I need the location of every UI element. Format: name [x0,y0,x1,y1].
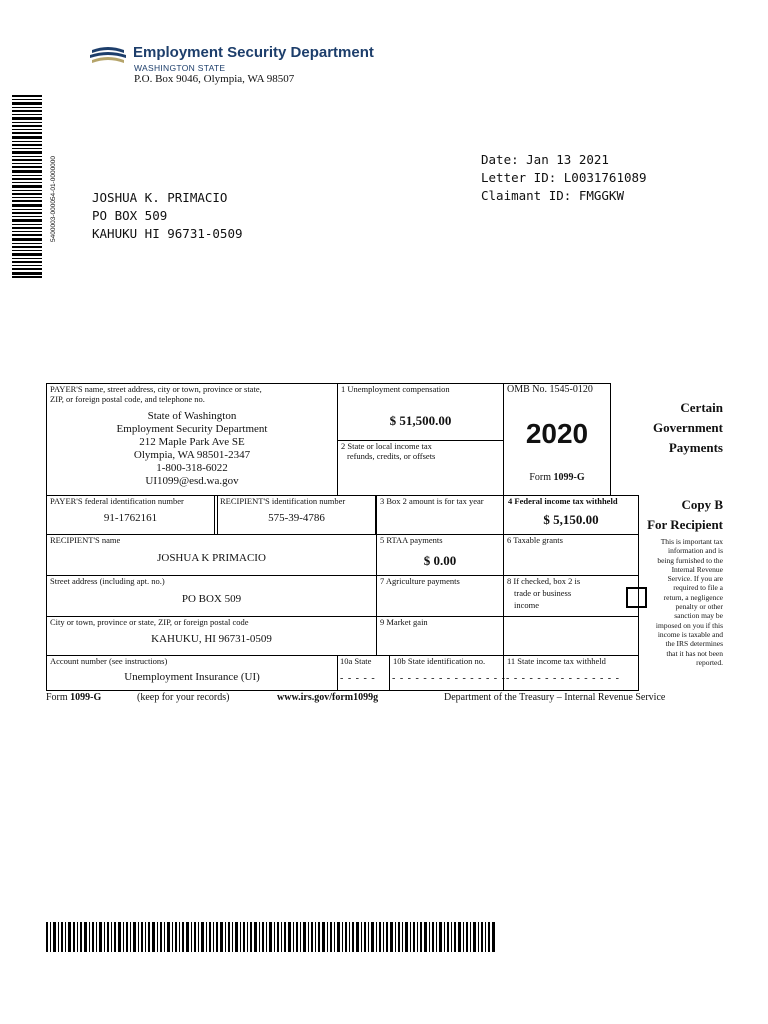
payer-lines [46,410,338,488]
mailing-address [92,189,243,243]
note-line: This is important tax [660,537,723,546]
payer-label-2: ZIP, or foreign postal code, and telephone no. [50,394,205,404]
footer-form-name: 1099-G [70,692,102,703]
note-line: imposed on you if this [655,620,723,630]
box10b-label: 10b State identification no. [393,656,486,666]
recipient-id-label: RECIPIENT'S identification number [220,496,346,506]
org-sub: WASHINGTON STATE [134,63,226,73]
footer-url[interactable]: www.irs.gov/form1099g [277,692,379,703]
note-line: required to file a [673,583,723,593]
irs-notice [640,537,723,667]
box8-label-1: 8 If checked, box 2 is [507,576,581,586]
side-code: 5400003-000054-01-0000000 [50,155,57,242]
mailing-name: JOSHUA K. PRIMACIO [92,190,228,205]
title-line: Certain [680,400,723,415]
account-label: Account number (see instructions) [50,656,168,666]
box1-value: $ 51,500.00 [389,413,452,428]
copy-b-line2: For Recipient [647,517,723,532]
box2-label-2: refunds, credits, or offsets [347,451,436,461]
omb-number: OMB No. 1545-0120 [507,384,593,395]
box10b-dashes: - - - - - - - - - - - - - - - [392,673,506,684]
payer-label-1: PAYER'S name, street address, city or town, province or state, [50,384,262,394]
box4-value: $ 5,150.00 [543,512,599,527]
side-barcode-icon [12,95,44,278]
box7-label: 7 Agriculture payments [380,576,460,586]
note-line: Service. If you are [667,574,723,584]
payer-fed-id: 91-1762161 [103,512,158,524]
footer-keep: (keep for your records) [137,692,230,703]
mailing-line2: KAHUKU HI 96731-0509 [92,226,243,241]
payer-fed-id-label: PAYER'S federal identification number [50,496,184,506]
payer-line: 1-800-318-6022 [156,462,228,474]
note-line: that it has not been [666,648,723,658]
letter-date: Date: Jan 13 2021 [481,152,609,167]
mailing-line1: PO BOX 509 [92,208,168,223]
account-value: Unemployment Insurance (UI) [124,671,260,683]
form-prefix: Form [529,472,552,483]
footer-dept: Department of the Treasury – Internal Revenue Service [444,692,666,703]
payer-line: Employment Security Department [116,423,268,435]
copy-b-line1: Copy B [681,497,723,512]
payer-line: State of Washington [147,410,237,422]
blank-box [503,616,639,656]
recipient-name-label: RECIPIENT'S name [50,535,121,545]
claimant-id: Claimant ID: FMGGKW [481,188,624,203]
note-line: income is taxable and [657,629,723,639]
box5-label: 5 RTAA payments [380,535,443,545]
city-label: City or town, province or state, ZIP, or foreign postal code [50,617,249,627]
box9-label: 9 Market gain [380,617,428,627]
recipient-name: JOSHUA K PRIMACIO [157,552,266,564]
tax-year: 2020 [525,418,589,449]
box2-label-1: 2 State or local income tax [341,441,432,451]
recipient-id: 575-39-4786 [268,512,325,524]
org-address: P.O. Box 9046, Olympia, WA 98507 [134,73,295,85]
box10a-label: 10a State [340,656,372,666]
payer-line: Olympia, WA 98501-2347 [133,449,251,461]
box8-label-2: trade or business [514,588,572,598]
box11-dashes: - - - - - - - - - - - - - - - [506,673,620,684]
box11-label: 11 State income tax withheld [507,656,606,666]
box4-label: 4 Federal income tax withheld [508,496,618,506]
esd-logo-icon [88,44,128,68]
box5-value: $ 0.00 [423,553,457,568]
note-line: penalty or other [675,602,723,612]
box8-label-3: income [514,600,540,610]
box6-label: 6 Taxable grants [507,535,563,545]
note-line: reported. [696,657,723,667]
street-label: Street address (including apt. no.) [50,576,165,586]
payer-line: 212 Maple Park Ave SE [139,436,245,448]
box1-label: 1 Unemployment compensation [341,384,450,394]
note-line: information and is [668,546,723,556]
title-line: Payments [668,440,723,455]
note-line: Internal Revenue [671,564,723,574]
org-name: Employment Security Department [133,44,374,61]
form-name: 1099-G [553,472,585,483]
form-title [611,398,723,458]
note-line: the IRS determines [665,639,723,649]
letter-id: Letter ID: L0031761089 [481,170,647,185]
form-name-mid [503,472,611,483]
city-value: KAHUKU, HI 96731-0509 [151,633,272,645]
note-line: sanction may be [674,611,723,621]
box10a-dashes: - - - - - [340,673,376,684]
letter-info [481,151,647,205]
bottom-barcode-icon [46,922,496,952]
street-value: PO BOX 509 [181,593,242,605]
copy-b [639,495,723,535]
payer-line: UI1099@esd.wa.gov [145,475,239,487]
note-line: being furnished to the [657,555,723,565]
title-line: Government [652,420,723,435]
footer-form-prefix: Form [46,692,68,703]
box3-label: 3 Box 2 amount is for tax year [380,496,484,506]
note-line: return, a negligence [663,592,723,602]
